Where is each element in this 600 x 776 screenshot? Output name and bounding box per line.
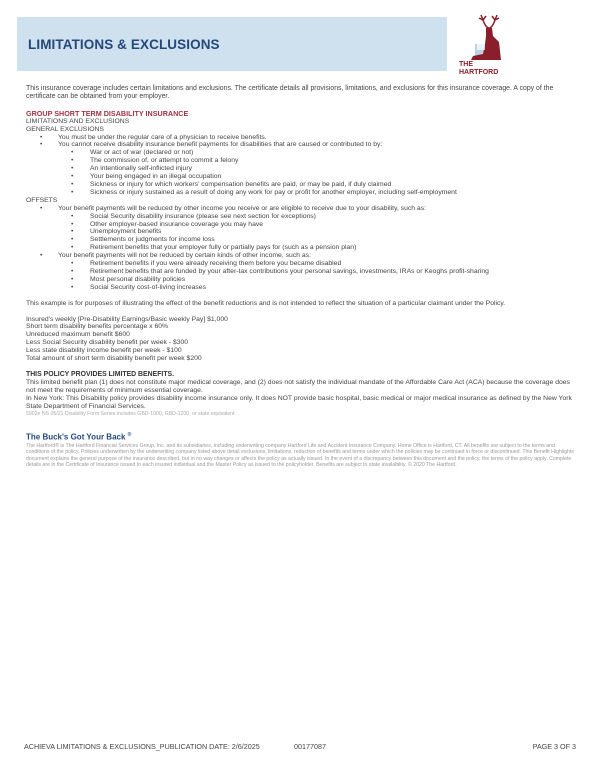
list-item: • Sickness or injury sustained as a result of doing any work for pay or profit for another employer, including self-employment: [26, 189, 576, 197]
stag-logo-icon: [455, 14, 510, 62]
main-content: [26, 85, 576, 418]
list-item: • The commission of, or attempt to commit a felony: [26, 157, 576, 165]
general-exclusions-heading: GENERAL EXCLUSIONS: [26, 125, 104, 133]
example-line: Total amount of short term disability benefit per week $200: [26, 355, 202, 363]
general-exclusions-list: [26, 134, 576, 197]
limited-benefits-heading: THIS POLICY PROVIDES LIMITED BENEFITS.: [26, 371, 175, 378]
hartford-logo: [455, 14, 510, 80]
list-item: • Your being engaged in an illegal occupation: [26, 173, 576, 181]
example-line: Less Social Security disability benefit per week - $300: [26, 339, 189, 347]
intro-paragraph: This insurance coverage includes certain limitations and exclusions. The certificate details all provisions, limitations, and exclusions for this insurance coverage. A copy of the certificate can be obtained from your employer.: [26, 85, 554, 100]
example-calculation: [26, 316, 576, 363]
example-line: Less state disability income benefit per week - $100: [26, 347, 182, 355]
page-number: PAGE 3 OF 3: [532, 742, 576, 751]
example-note: This example is for purposes of illustrating the effect of the benefit reductions and is not intended to reflect the situation of a particular claimant under the Policy.: [26, 299, 506, 307]
limited-benefits-para2: In New York: This Disability policy provides disability income insurance only. It does NOT provide basic hospital, basic medical or major medical insurance as defined by the New York State Department of Financial Services.: [26, 394, 572, 410]
list-item: • Unemployment benefits: [26, 228, 576, 236]
example-line: Unreduced maximum benefit $600: [26, 331, 130, 339]
section-subtitle: LIMITATIONS AND EXCLUSIONS: [26, 117, 130, 125]
list-item: • You must be under the regular care of a physician to receive benefits.: [26, 134, 576, 142]
offsets-heading: OFFSETS: [26, 196, 58, 204]
header-band: [17, 17, 447, 71]
list-item: • War or act of war (declared or not): [26, 149, 576, 157]
list-item: • You cannot receive disability insurance benefit payments for disabilities that are caused or contributed to by: • War or act of war (declared or not) • The commission of, or attempt to commit a felony • An intentionally self-inflicted injury • Your being engaged in an illegal occupation • Sickness or injury for which workers' compensation benefits are paid, or may be paid, if duly claimed • Sickness or injury sustained as a result of doing any work for pay or profit for another employer, including self-employment: [26, 141, 576, 196]
logo-text: THE HARTFORD: [459, 61, 499, 76]
page-title: LIMITATIONS & EXCLUSIONS: [28, 37, 220, 52]
list-item: • Sickness or injury for which workers' compensation benefits are paid, or may be paid, if duly claimed: [26, 181, 576, 189]
example-line: Insured's weekly [Pre-Disability Earnings/Basic weekly Pay] $1,000: [26, 315, 228, 323]
list-item: • Most personal disability policies: [26, 276, 576, 284]
list-item: • Retirement benefits if you were already receiving them before you became disabled: [26, 260, 576, 268]
limited-benefits-para1: This limited benefit plan (1) does not constitute major medical coverage, and (2) does not satisfy the individual mandate of the Affordable Care Act (ACA) because the coverage does not meet the requirements of minimum essential coverage.: [26, 378, 570, 394]
sub-list: [58, 213, 576, 253]
list-item: • An intentionally self-inflicted injury: [26, 165, 576, 173]
example-line: Short term disability benefits percentage x 60%: [26, 323, 169, 331]
sub-list: [58, 260, 576, 292]
list-item: • Social Security cost-of-living increases: [26, 284, 576, 292]
list-item: • Retirement benefits that are funded by your after-tax contributions your personal savings, investments, IRAs or Keoghs profit-sharing: [26, 268, 576, 276]
sub-list: [58, 149, 576, 196]
form-number: 5902e NS 05/21 Disability Form Series includes GBD-1000, GBD-1200, or state equivalent: [26, 410, 235, 417]
list-item: • Social Security disability insurance (please see next section for exceptions): [26, 213, 576, 221]
list-item: • Other employer-based insurance coverage you may have: [26, 221, 576, 229]
list-item: • Your benefit payments will not be reduced by certain kinds of other income, such as: • Retirement benefits if you were already receiving them before you became disabled • Retirement benefits that are funded by your after-tax contributions your personal savings, investments, IRAs or Keoghs profit-sharing • Most personal disability policies • Social Security cost-of-living increases: [26, 252, 576, 292]
offsets-list: [26, 205, 576, 292]
buck-section: [26, 432, 578, 469]
list-item: • Settlements or judgments for income loss: [26, 236, 576, 244]
list-item: • Retirement benefits that your employer fully or partially pays for (such as a pension plan): [26, 244, 576, 252]
publication-info: ACHIEVA LIMITATIONS & EXCLUSIONS_PUBLICATION DATE: 2/6/2025: [24, 742, 260, 751]
list-item: • Your benefit payments will be reduced by other income you receive or are eligible to receive due to your disability, such as: • Social Security disability insurance (please see next section for exceptions) • Other employer-based insurance coverage you may have • Unemployment benefits • Settlements or judgments for income loss • Retirement benefits that your employer fully or partially pays for (such as a pension plan): [26, 205, 576, 252]
document-code: 00177087: [294, 742, 326, 751]
buck-title: The Buck's Got Your Back ®: [26, 432, 132, 442]
legal-disclaimer: The Hartford® is The Hartford Financial Services Group, Inc. and its subsidiaries, including underwriting company Hartford Life and Accident Insurance Company. Home Office is Hartford, CT. All benefits are subject to the terms and conditions of the policy. Policies underwritten by the underwriting company listed above detail exclusions, limitations, reduction of benefits and terms under which the policies may be continued in force or discontinued. This Benefit Highlights document explains the general purpose of the insurance described, but in no way changes or affects the policy as actually issued. In the event of a discrepancy between this document and the policy, the terms of the policy apply. Complete details are in the Certificate of Insurance issued to each insured individual and the Master Policy as issued to the policyholder. Benefits are subject to state availability. © 2020 The Hartford.: [26, 442, 574, 469]
section-title: GROUP SHORT TERM DISABILITY INSURANCE: [26, 108, 189, 118]
